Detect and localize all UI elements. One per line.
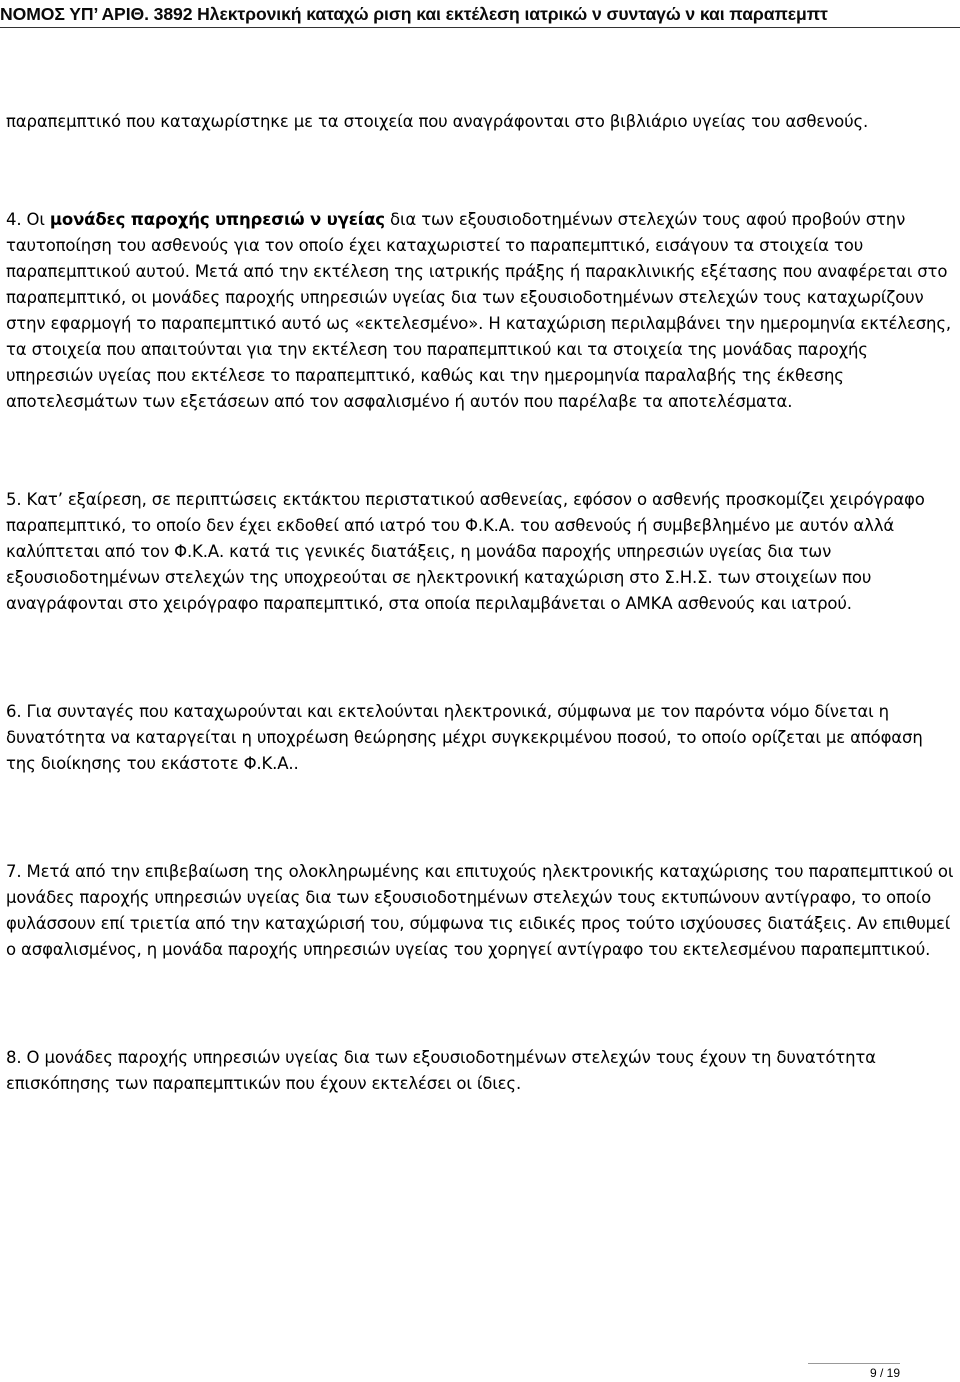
paragraph-5: 5. Κατ’ εξαίρεση, σε περιπτώσεις εκτάκτου περιστατικού ασθενείας, εφόσον ο ασθενής προσκομίζει χειρόγραφο παραπεμπτικό, το οποίο δεν έχει εκδοθεί από ιατρό του Φ.Κ.Α. του ασθενούς ή συμβεβλημένο με αυτόν αλλά καλύπτεται από τον Φ.Κ.Α. κατά τις γενικές διατάξεις, η μονάδα παροχής υπηρεσιών υγείας δια των εξουσιοδοτημένων στελεχών της υποχρεούται σε ηλεκτρονική καταχώριση στο Σ.Η.Σ. των στοιχείων που αναγράφονται στο χειρόγραφο παραπεμπτικό, στα οποία περιλαμβάνεται ο ΑΜΚΑ ασθενούς και ιατρού. [6,490,925,613]
paragraph-7: 7. Μετά από την επιβεβαίωση της ολοκληρωμένης και επιτυχούς ηλεκτρονικής καταχώρισης του παραπεμπτικού οι μονάδες παροχής υπηρεσιών υγείας δια των εξουσιοδοτημένων στελεχών τους εκτυπώνουν αντίγραφο, το οποίο φυλάσσουν επί τριετία από την καταχώρισή του, σύμφωνα τις ειδικές προς τούτο ισχύουσες διατάξεις. Αν επιθυμεί ο ασφαλισμένος, η μονάδα παροχής υπηρεσιών υγείας του χορηγεί αντίγραφο του εκτελεσμένου παραπεμπτικού. [6,862,954,959]
paragraph-4-lead: 4. Οι [6,210,50,229]
document-header [0,0,960,28]
header-divider [0,27,960,28]
paragraph-continuation: παραπεμπτικό που καταχωρίστηκε με τα στοιχεία που αναγράφονται στο βιβλιάριο υγείας του ασθενούς. [6,112,869,131]
paragraph-4 [6,207,954,415]
page-number: 9 / 19 [869,1366,900,1380]
header-title: ΝΟΜΟΣ ΥΠ’ ΑΡΙΘ. 3892 Ηλεκτρονική καταχώ ριση και εκτέλεση ιατρικώ ν συνταγώ ν και παραπεμπτ [0,4,828,24]
document-body [6,109,954,1097]
paragraph-4-emphasis: μονάδες παροχής υπηρεσιώ ν υγείας [49,210,385,229]
paragraph-6: 6. Για συνταγές που καταχωρούνται και εκτελούνται ηλεκτρονικά, σύμφωνα με τον παρόντα νόμο δίνεται η δυνατότητα να καταργείται η υποχρέωση θεώρησης μέχρι συγκεκριμένου ποσού, το οποίο ορίζεται με απόφαση της διοίκησης του εκάστοτε Φ.Κ.Α.. [6,702,923,773]
footer-divider [808,1363,900,1364]
paragraph-4-rest: δια των εξουσιοδοτημένων στελεχών τους αφού προβούν στην ταυτοποίηση του ασθενούς για τον οποίο έχει καταχωριστεί το παραπεμπτικό, εισάγουν τα στοιχεία του παραπεμπτικού αυτού. Μετά από την εκτέλεση της ιατρικής πράξης ή παρακλινικής εξέτασης που αναφέρεται στο παραπεμπτικό, οι μονάδες παροχής υπηρεσιών υγείας δια των εξουσιοδοτημένων στελεχών τους καταχωρίζουν στην εφαρμογή το παραπεμπτικό αυτό ως «εκτελεσμένο». Η καταχώριση περιλαμβάνει την ημερομηνία εκτέλεσης, τα στοιχεία που απαιτούνται για την εκτέλεση του παραπεμπτικού και τα στοιχεία της μονάδας παροχής υπηρεσιών υγείας που εκτέλεσε το παραπεμπτικό, καθώς και την ημερομηνία παραλαβής της έκθεσης αποτελεσμάτων των εξετάσεων από τον ασφαλισμένο ή αυτόν που παρέλαβε τα αποτελέσματα. [6,210,951,411]
paragraph-8: 8. Ο μονάδες παροχής υπηρεσιών υγείας δια των εξουσιοδοτημένων στελεχών τους έχουν τη δυνατότητα επισκόπησης των παραπεμπτικών που έχουν εκτελέσει οι ίδιες. [6,1048,876,1093]
